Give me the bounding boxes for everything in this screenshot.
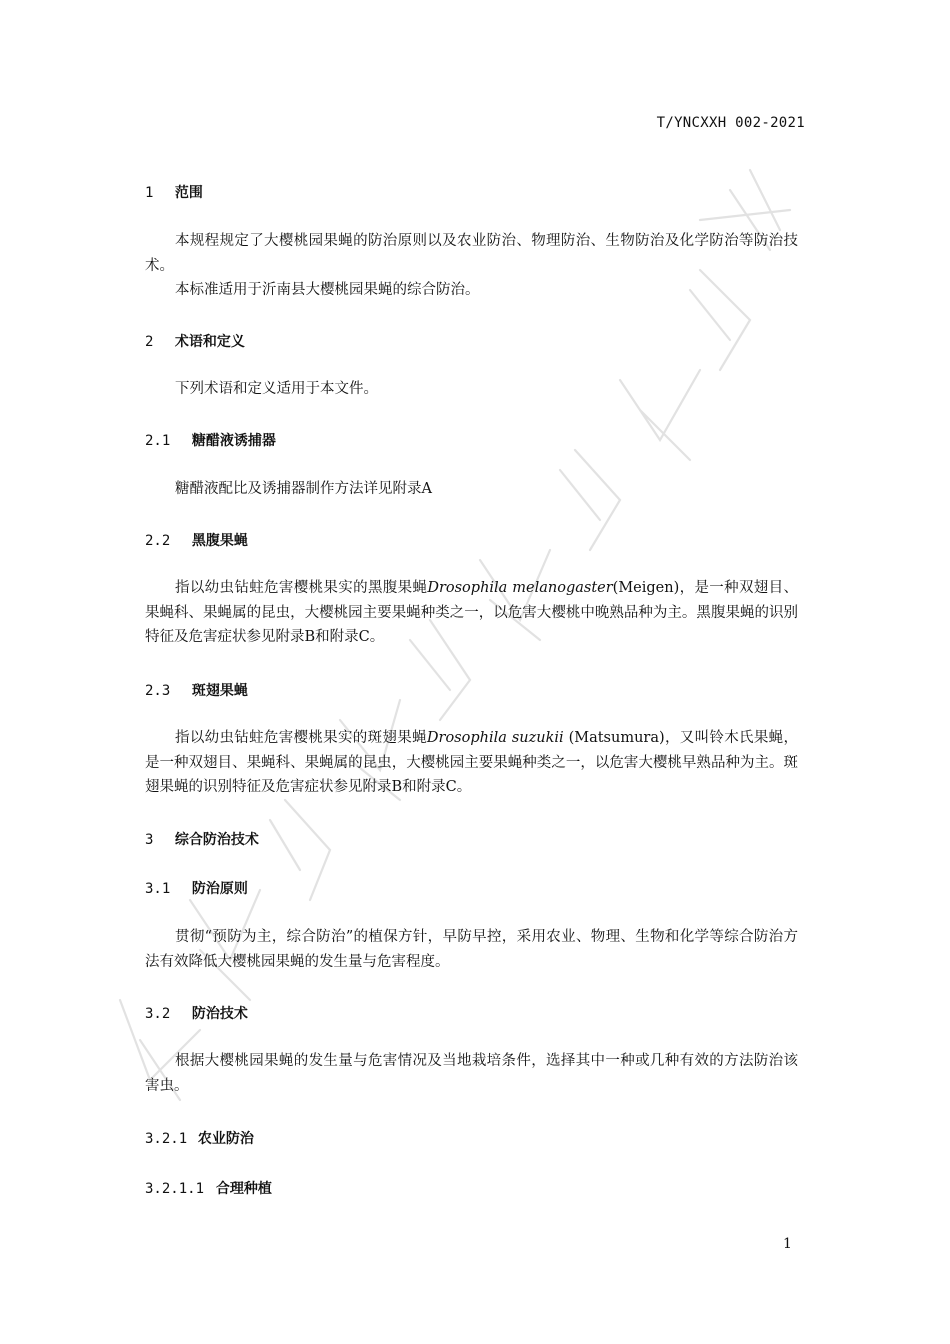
section-title: 合理种植	[215, 1181, 272, 1197]
section-2-3-heading	[145, 680, 248, 700]
section-number: 3	[145, 832, 154, 848]
section-title: 农业防治	[197, 1131, 254, 1147]
section-title: 糖醋液诱捕器	[191, 433, 276, 449]
section-title: 综合防治技术	[174, 832, 259, 848]
section-3-heading	[145, 829, 259, 849]
text-run: (Matsumura)，又叫铃木氏果蝇，是一种双翅目、果蝇科、果蝇属的昆虫，大樱桃园主要果蝇种类之一，以危害大樱桃早熟品种为主。斑翅果蝇的识别特征及危害症状参见附录B和附录C。	[145, 730, 798, 795]
paragraph: 本规程规定了大樱桃园果蝇的防治原则以及农业防治、物理防治、生物防治及化学防治等防治技术。	[145, 233, 798, 274]
section-title: 防治原则	[191, 881, 248, 897]
section-number: 2.3	[145, 683, 171, 699]
section-2-heading	[145, 331, 245, 351]
section-3-2-1-1-heading	[145, 1178, 272, 1198]
scientific-name: Drosophila suzukii	[426, 730, 564, 746]
paragraph: 本标准适用于沂南县大樱桃园果蝇的综合防治。	[175, 282, 480, 298]
section-title: 术语和定义	[174, 334, 245, 350]
text-run: (Meigen)，是一种双翅目、果蝇科、果蝇属的昆虫，大樱桃园主要果蝇种类之一，以危害大樱桃中晚熟品种为主。黑腹果蝇的识别特征及危害症状参见附录B和附录C。	[145, 580, 798, 645]
text-run: 指以幼虫钻蛀危害樱桃果实的斑翅果蝇	[175, 730, 427, 746]
section-number: 2.1	[145, 433, 171, 449]
document-code: T/YNCXXH 002-2021	[656, 115, 805, 131]
section-number: 2.2	[145, 533, 171, 549]
section-title: 黑腹果蝇	[191, 533, 248, 549]
section-3-2-heading	[145, 1003, 248, 1023]
paragraph: 根据大樱桃园果蝇的发生量与危害情况及当地栽培条件，选择其中一种或几种有效的方法防治该害虫。	[145, 1053, 798, 1094]
section-title: 防治技术	[191, 1006, 248, 1022]
section-2-2-heading	[145, 530, 248, 550]
scientific-name: Drosophila melanogaster	[427, 580, 613, 596]
page-number: 1	[783, 1236, 792, 1252]
paragraph-with-species	[145, 726, 798, 800]
section-3-1-heading	[145, 878, 248, 898]
section-number: 1	[145, 185, 154, 201]
section-number: 3.2	[145, 1006, 171, 1022]
section-number: 3.2.1	[145, 1131, 188, 1147]
section-2-1-heading	[145, 430, 276, 450]
section-1-heading	[145, 182, 203, 202]
paragraph: 贯彻“预防为主，综合防治”的植保方针，早防早控，采用农业、物理、生物和化学等综合防治方法有效降低大樱桃园果蝇的发生量与危害程度。	[145, 929, 798, 970]
paragraph-with-species	[145, 576, 798, 650]
section-3-2-1-heading	[145, 1128, 254, 1148]
section-number: 2	[145, 334, 154, 350]
paragraph: 糖醋液配比及诱捕器制作方法详见附录A	[175, 481, 432, 497]
section-number: 3.2.1.1	[145, 1181, 205, 1197]
section-title: 斑翅果蝇	[191, 683, 248, 699]
text-run: 指以幼虫钻蛀危害樱桃果实的黑腹果蝇	[175, 580, 428, 596]
section-number: 3.1	[145, 881, 171, 897]
paragraph: 下列术语和定义适用于本文件。	[175, 381, 378, 397]
section-title: 范围	[174, 185, 203, 201]
